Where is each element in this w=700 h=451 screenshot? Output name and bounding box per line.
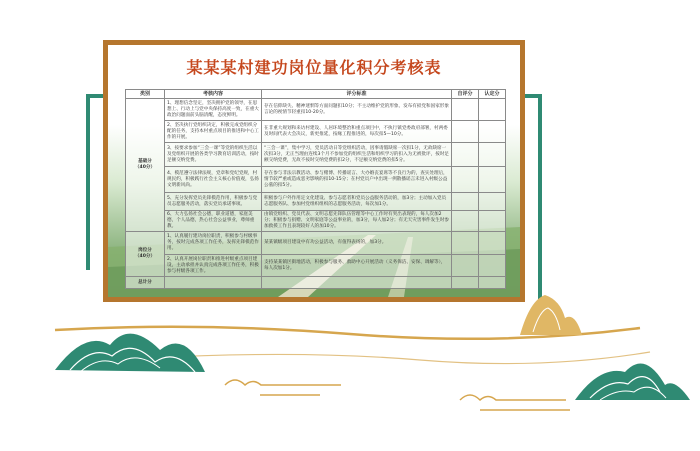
standard-cell — [262, 277, 452, 289]
table-row — [126, 255, 506, 277]
category-cell-basic — [126, 99, 165, 232]
content-cell: 2、认真开展岗位职责和推进村级重点项目建设，主动承担并认真完成各项工作任务，积极参与村级各项工作。 — [165, 255, 262, 277]
standard-cell: “三会一课”，集中学习，党员活动日等党组织活动，因事请假缺席一次扣1分，无故缺席一次扣3分，无正当理由连续3个月不参加党的组织生活和组织学习的扣入为无被批评，按时足额交纳党费，无故不按时交纳党费的扣2分，不足额交纳党费的扣5分。 — [262, 143, 452, 167]
content-cell: 2、坚决执行党组织决定，积极完成党组织分配的任务，支持本村重点项目的推进和中心工作的开展。 — [165, 121, 262, 143]
standard-cell: 存在信仰缺失、精神迷惘等方面问题扣10分；不主动维护党的形象、发布有损党和国家形象言论的视情节轻重扣10-20分。 — [262, 99, 452, 121]
self-score-cell[interactable] — [452, 143, 479, 167]
self-score-cell[interactable] — [452, 193, 479, 211]
cloud-right — [460, 395, 570, 410]
standard-cell: 在非重大规划和来访村建设、人居环境整治和重点项目中，不执行镇党委政府部署，村两委及时间代表大会决议，新更推延，按缘工程推进的，每次扣5—10分。 — [262, 121, 452, 143]
header-confirmed-score: 认定分 — [479, 90, 506, 99]
cloud-left — [225, 380, 341, 395]
content-cell: 3、按要求参加“三会一课”等党的组织生活以及党组织开展的各类学习教育培训活动，按时足额交纳党费。 — [165, 143, 262, 167]
table-row — [126, 99, 506, 121]
golden-line-2 — [150, 352, 650, 364]
confirmed-score-cell[interactable] — [479, 99, 506, 121]
standard-cell: 支持某某镇区街地活动，积极参与服务、救助中心开展活动（义务保洁、安保、调解等），每人次加1分。 — [262, 255, 452, 277]
content-cell: 1、认真履行建功岗位职责，积极参与村级事务，按时完成各项工作任务，发挥先锋模范作用。 — [165, 232, 262, 255]
table-row — [126, 121, 506, 143]
standard-cell: 由镇党组织、党员代表、文明志愿先锋队伍管理等中心工作时有突出表现的，每人次加2分；积极参与捐赠、文明家庭等公益事业的，加3分，每人加2分；有无天灾害事件发生时参加救援工作且表现较好人的加10分。 — [262, 211, 452, 232]
standard-cell: 积极参与户外作用定文化建设、参与志愿者和党员公益服务活动的，加3分；主动加入党员志愿服务队、参加村党组织组织的志愿服务活动，每次加1分。 — [262, 193, 452, 211]
table-row — [126, 167, 506, 193]
content-cell: 5、充分发挥党员先锋模范作用，积极参与党员志愿服务活动，落实党员承诺事项。 — [165, 193, 262, 211]
content-cell: 4、模范遵守法律法规，党章和党纪党规，村规民约，积极践行社会主义核心价值观，弘扬文明新风尚。 — [165, 167, 262, 193]
self-score-cell[interactable] — [452, 211, 479, 232]
right-mountain — [575, 364, 690, 400]
confirmed-score-cell[interactable] — [479, 277, 506, 289]
standard-cell: 某某镇级项目建设中有功公益活动，有值得表扬的，加3分。 — [262, 232, 452, 255]
confirmed-score-cell[interactable] — [479, 211, 506, 232]
left-mountain — [55, 334, 205, 372]
category-points: （40分） — [134, 165, 156, 170]
total-label: 总计分 — [126, 277, 165, 289]
content-cell: 1、理想信念坚定，坚决拥护党的领导，在思想上、行动上与党中央保持高度一致，在重大政治问题面前头脑清醒，态度鲜明。 — [165, 99, 262, 121]
table-row — [126, 143, 506, 167]
confirmed-score-cell[interactable] — [479, 232, 506, 255]
confirmed-score-cell[interactable] — [479, 143, 506, 167]
category-points: （40分） — [134, 254, 156, 259]
table-row — [126, 193, 506, 211]
self-score-cell[interactable] — [452, 255, 479, 277]
confirmed-score-cell[interactable] — [479, 121, 506, 143]
table-header-row — [126, 90, 506, 99]
confirmed-score-cell[interactable] — [479, 255, 506, 277]
self-score-cell[interactable] — [452, 232, 479, 255]
content-cell: 6、大力弘扬社会公德，职业道德，家庭美德，个人品德，热心社会公益事业，尊师重教。 — [165, 211, 262, 232]
table-row — [126, 211, 506, 232]
category-label: 基础分 — [138, 159, 152, 164]
total-row — [126, 277, 506, 289]
self-score-cell[interactable] — [452, 99, 479, 121]
right-golden-peaks — [520, 295, 582, 335]
assessment-board — [103, 40, 525, 302]
header-self-score: 自评分 — [452, 90, 479, 99]
standard-cell: 存在参与非法宗教活动、参与赌博、传播谣言、大办婚丧宴席等不良行为的，查实处理后，情节较严重或造成恶劣影响的扣10-15分；在村党员户中出现一例散播谣言未进入村级公益公墓的扣5分。 — [262, 167, 452, 193]
header-standard: 评分标准 — [262, 90, 452, 99]
self-score-cell[interactable] — [452, 277, 479, 289]
self-score-cell[interactable] — [452, 167, 479, 193]
table-row — [126, 232, 506, 255]
header-category: 类别 — [126, 90, 165, 99]
content-cell — [165, 277, 262, 289]
assessment-table — [125, 89, 506, 289]
page-title: 某某某村建功岗位量化积分考核表 — [186, 58, 442, 77]
self-score-cell[interactable] — [452, 121, 479, 143]
confirmed-score-cell[interactable] — [479, 193, 506, 211]
category-label: 岗位分 — [138, 248, 152, 253]
confirmed-score-cell[interactable] — [479, 167, 506, 193]
header-content: 考核内容 — [165, 90, 262, 99]
category-cell-post — [126, 232, 165, 277]
